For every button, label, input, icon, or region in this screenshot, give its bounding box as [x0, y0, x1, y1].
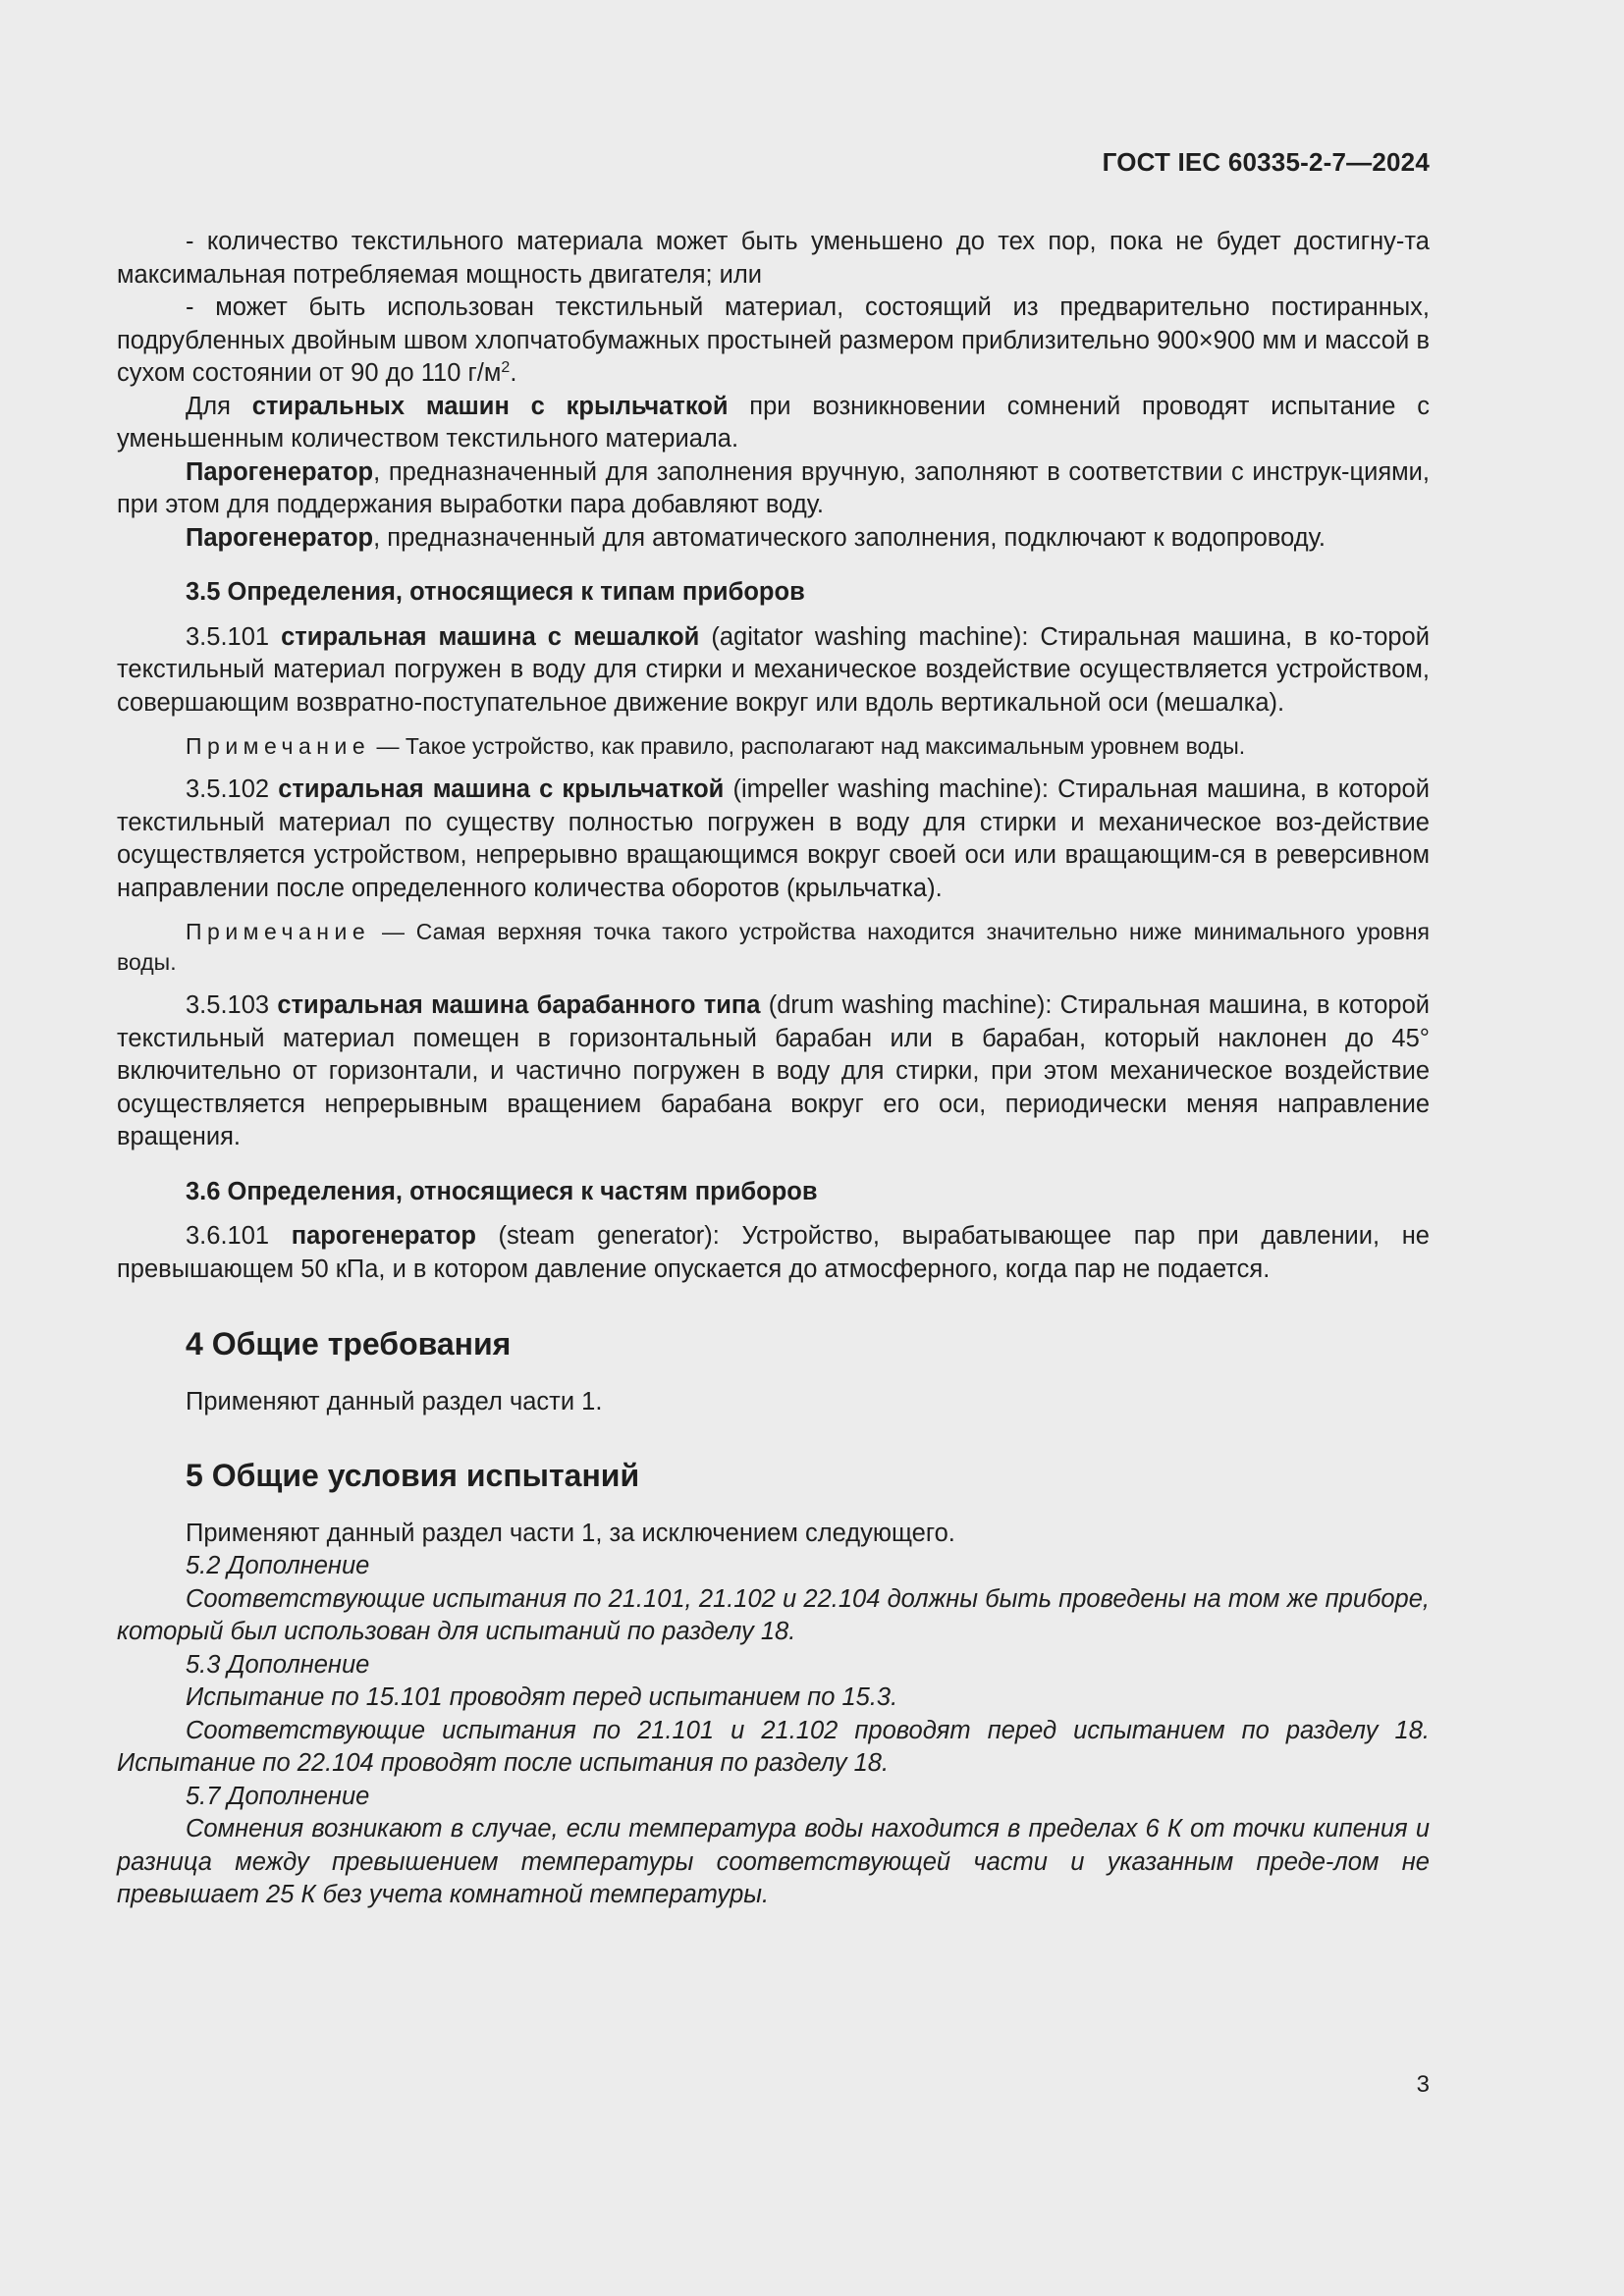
- clause-5-3-text-1: Испытание по 15.101 проводят перед испытанием по 15.3.: [186, 1683, 898, 1711]
- clause-5-3-label: 5.3 Дополнение: [186, 1650, 370, 1679]
- definition-number: 3.5.101: [186, 622, 282, 651]
- paragraph-list-item-1: - количество текстильного материала может быть уменьшено до тех пор, пока не будет достигну-та максимальная потребляемая мощность двигателя; или: [117, 228, 1430, 289]
- superscript: 2: [501, 359, 511, 376]
- text: , предназначенный для автоматического заполнения, подключают к водопроводу.: [373, 523, 1326, 552]
- section-heading-3-5: 3.5 Определения, относящиеся к типам приборов: [186, 578, 805, 606]
- section-heading-5: 5 Общие условия испытаний: [186, 1457, 640, 1493]
- list-item-2-end: .: [510, 359, 517, 387]
- note-1: [117, 731, 1430, 762]
- note-text: — Самая верхняя точка такого устройства находится значительно ниже минимального уровня воды.: [117, 919, 1430, 975]
- text: Для: [186, 392, 252, 420]
- definition-text: (drum washing machine): Стиральная машина, в которой текстильный материал помещен в горизонтальный барабан или в барабан, который наклонен до 45° включительно от горизонтали, и частично погружен в воду для стирки, при этом механическое воздействие осуществляется непрерывным вращением барабана вокруг его оси, периодически меняя направление вращения.: [117, 991, 1430, 1150]
- term: стиральная машина с крыльчаткой: [278, 775, 725, 803]
- clause-5-7-text: Сомнения возникают в случае, если температура воды находится в пределах 6 К от точки кипения и разница между превышением температуры соответствующей части и указанным преде-лом не превышает 25 К без учета комнатной температуры.: [117, 1815, 1430, 1908]
- definition-3-6-101: [117, 1220, 1430, 1286]
- clause-5-2-text: Соответствующие испытания по 21.101, 21.102 и 22.104 должны быть проведены на том же приборе, который был использован для испытаний по разделу 18.: [117, 1584, 1430, 1645]
- definition-3-5-102: [117, 774, 1430, 905]
- note-2: [117, 917, 1430, 978]
- definition-text: (agitator washing machine): Стиральная машина, в ко-торой текстильный материал погружен в воду для стирки и механическое воздействие осуществляется устройством, совершающим возвратно-поступательное движение вокруг или вдоль вертикальной оси (мешалка).: [117, 622, 1430, 717]
- term: стиральная машина с мешалкой: [281, 622, 700, 651]
- term: стиральных машин с крыльчаткой: [251, 392, 729, 420]
- definition-text: (impeller washing machine): Стиральная машина, в которой текстильный материал по существу полностью погружен в воду для стирки и механическое воз-действие осуществляется устройством, непрерывно вращающимся вокруг своей оси или вращающим-ся в реверсивном направлении после определенного количества оборотов (крыльчатка).: [117, 775, 1430, 902]
- term: Парогенератор: [186, 457, 374, 486]
- paragraph-impeller-note: [117, 391, 1430, 456]
- definition-3-5-103: [117, 989, 1430, 1154]
- term: стиральная машина барабанного типа: [277, 991, 761, 1019]
- clause-5-3-text-2: Соответствующие испытания по 21.101 и 21.102 проводят перед испытанием по разделу 18. Испытание по 22.104 проводят после испытания по разделу 18.: [117, 1716, 1430, 1777]
- document-body: [117, 226, 1430, 1912]
- page-number: 3: [1416, 2071, 1430, 2098]
- section-5-intro: Применяют данный раздел части 1, за исключением следующего.: [186, 1519, 955, 1547]
- definition-3-5-101: [117, 621, 1430, 721]
- definition-text: (steam generator): Устройство, вырабатывающее пар при давлении, не превышающем 50 кПа, и в котором давление опускается до атмосферного, когда пар не подается.: [117, 1222, 1430, 1283]
- definition-number: 3.6.101: [186, 1222, 292, 1250]
- paragraph-steam-auto: [117, 522, 1430, 556]
- section-heading-3-6: 3.6 Определения, относящиеся к частям приборов: [186, 1177, 818, 1205]
- document-header: ГОСТ IEC 60335-2-7—2024: [1102, 147, 1430, 177]
- clause-5-2-label: 5.2 Дополнение: [186, 1552, 370, 1579]
- definition-number: 3.5.102: [186, 775, 279, 803]
- paragraph-steam-manual: [117, 456, 1430, 522]
- note-label: Примечание: [186, 919, 371, 944]
- paragraph-list-item-2: [117, 292, 1430, 391]
- term: Парогенератор: [186, 523, 374, 552]
- list-item-2-text: - может быть использован текстильный материал, состоящий из предварительно постиранных, подрубленных двойным швом хлопчатобумажных простыней размером приблизительно 900×900 мм и массой в сухом состоянии от 90 до 110 г/м: [117, 294, 1430, 387]
- note-text: — Такое устройство, как правило, располагают над максимальным уровнем воды.: [370, 733, 1246, 759]
- term: парогенератор: [291, 1222, 476, 1250]
- section-heading-4: 4 Общие требования: [186, 1326, 512, 1362]
- definition-number: 3.5.103: [186, 991, 278, 1019]
- section-4-text: Применяют данный раздел части 1.: [186, 1388, 603, 1415]
- text: , предназначенный для заполнения вручную, заполняют в соответствии с инструк-циями, при этом для поддержания выработки пара добавляют воду.: [117, 457, 1430, 518]
- clause-5-7-label: 5.7 Дополнение: [186, 1782, 370, 1810]
- text: при возникновении сомнений проводят испытание с уменьшенным количеством текстильного материала.: [117, 392, 1430, 453]
- note-label: Примечание: [186, 733, 371, 759]
